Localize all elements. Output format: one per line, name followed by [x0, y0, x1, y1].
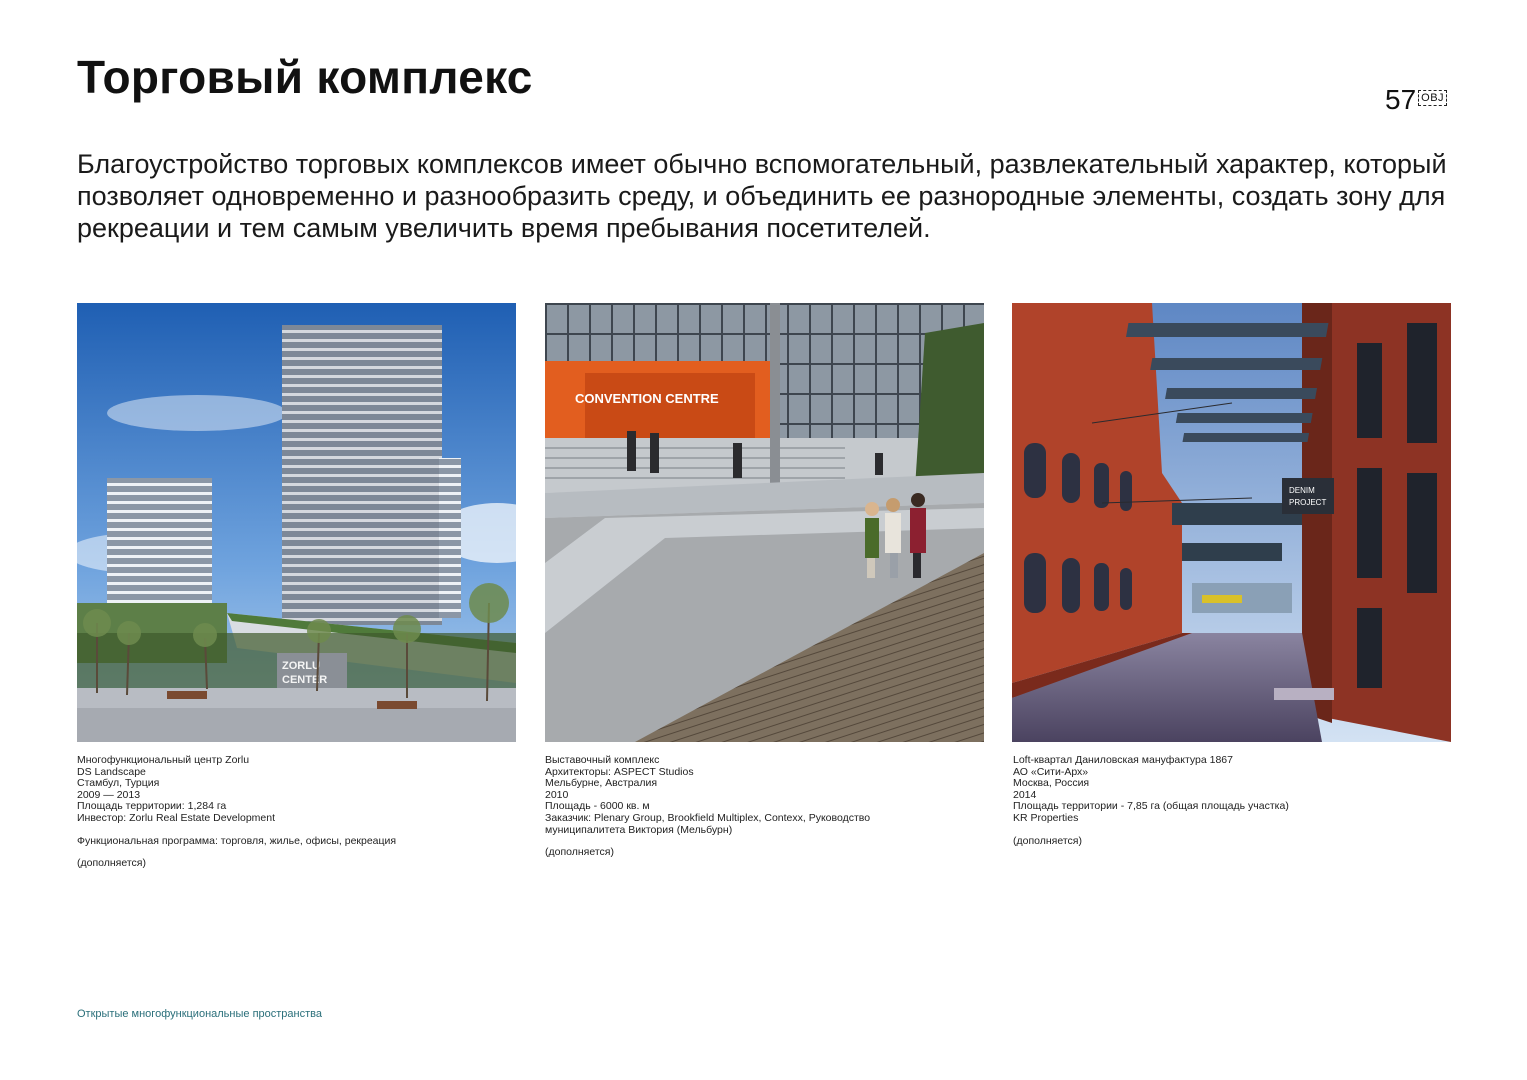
denim-sign-line-2: PROJECT	[1289, 498, 1327, 507]
caption-line: Loft-квартал Даниловская мануфактура 1867	[1013, 754, 1233, 766]
photo-zorlu-center	[77, 303, 516, 742]
caption-line: 2010	[545, 788, 569, 801]
photo-danilovskaya-loft	[1012, 303, 1451, 742]
denim-sign-line-1: DENIM	[1289, 486, 1315, 495]
caption-line: Москва, Россия	[1013, 777, 1090, 790]
obj-mark: OBJ	[1418, 90, 1447, 106]
caption-note: (дополняется)	[545, 846, 614, 859]
caption-line: Выставочный комплекс	[545, 754, 660, 766]
caption-line: Стамбул, Турция	[77, 777, 160, 790]
caption-program: Функциональная программа: торговля, жилье, офисы, рекреация	[77, 834, 397, 847]
caption-line: 2009 — 2013	[77, 788, 141, 801]
caption-line: Архитекторы: ASPECT Studios	[545, 765, 694, 778]
page-title: Торговый комплекс	[77, 51, 533, 103]
caption-line: Заказчик: Plenary Group, Brookfield Multiplex, Contexx, Руководство муниципалитета Виктория (Мельбурн)	[545, 811, 871, 836]
caption-note: (дополняется)	[1013, 834, 1082, 847]
caption-line: 2014	[1013, 788, 1037, 801]
caption-line: Площадь - 6000 кв. м	[545, 800, 650, 813]
caption-line: KR Properties	[1013, 811, 1079, 824]
caption-convention	[545, 755, 975, 859]
caption-line: Инвестор: Zorlu Real Estate Development	[77, 811, 276, 824]
caption-zorlu	[77, 755, 507, 870]
zorlu-sign-line-2: CENTER	[282, 674, 328, 686]
caption-line: Площадь территории: 1,284 га	[77, 800, 227, 813]
caption-line: АО «Сити-Арх»	[1013, 765, 1089, 778]
footer-section-title: Открытые многофункциональные пространства	[77, 1008, 322, 1020]
intro-paragraph: Благоустройство торговых комплексов имеет обычно вспомогательный, развлекательный характер, который позволяет одновременно и разнообразить среду, и объединить ее разнородные элементы, создать зону для рекреации и тем самым увеличить время пребывания посетителей.	[77, 149, 1447, 243]
page-number	[1385, 84, 1447, 116]
caption-line: Многофункциональный центр Zorlu	[77, 754, 250, 766]
zorlu-sign-line-1: ZORLU	[282, 660, 320, 672]
caption-loft	[1013, 755, 1443, 847]
caption-line: Мельбурне, Австралия	[545, 777, 658, 790]
caption-line: DS Landscape	[77, 765, 146, 778]
convention-sign: CONVENTION CENTRE	[575, 391, 719, 406]
caption-note: (дополняется)	[77, 857, 146, 870]
page-number-value: 57	[1385, 84, 1417, 115]
photo-convention-centre	[545, 303, 984, 742]
caption-line: Площадь территории - 7,85 га (общая площадь участка)	[1013, 800, 1289, 813]
